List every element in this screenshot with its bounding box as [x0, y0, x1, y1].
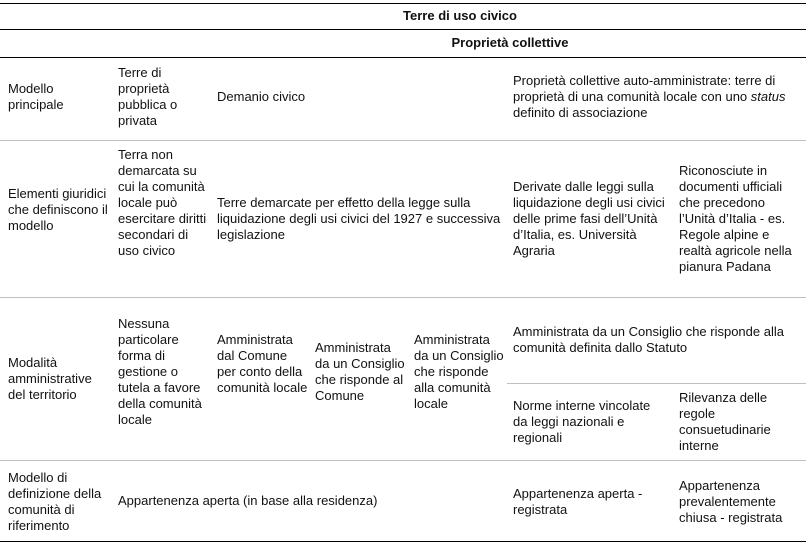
cell-elementi-terre-demarcate: Terre demarcate per effetto della legge sulla liquidazione degli usi civici del 1927 e successiva legislazione: [217, 195, 501, 242]
rule-row-1: [0, 140, 806, 141]
cell-elementi-riconosciute: Riconosciute in documenti ufficiali che precedono l’Unità d’Italia - es. Regole alpine e realtà agricole nella pianura Padana: [679, 163, 792, 274]
rule-header-2: [0, 57, 806, 58]
rule-top: [0, 3, 806, 4]
header-proprieta-collettive: Proprietà collettive: [451, 35, 569, 50]
cell-modalita-regole-consuetudinarie: Rilevanza delle regole consuetudinarie interne: [679, 390, 771, 453]
row-label-modello-definizione: Modello di definizione della comunità di riferimento: [8, 470, 102, 533]
cell-elementi-derivate: Derivate dalle leggi sulla liquidazione degli usi civici delle prime fasi dell’Unità d’Italia, es. Università Agraria: [513, 179, 665, 258]
cell-modalita-statuto: Amministrata da un Consiglio che risponde alla comunità definita dallo Statuto: [513, 324, 784, 355]
cell-definizione-chiusa-registrata: Appartenenza prevalentemente chiusa - registrata: [679, 478, 783, 525]
row-label-modalita-amministrative: Modalità amministrative del territorio: [8, 355, 92, 402]
rule-row-3: [0, 460, 806, 461]
cell-definizione-aperta-registrata: Appartenenza aperta - registrata: [513, 486, 643, 517]
cell-modello-demanio: Demanio civico: [217, 89, 306, 104]
cell-modalita-consiglio-comunita: Amministrata da un Consiglio che risponde alla comunità locale: [414, 332, 504, 411]
rule-bottom: [0, 541, 806, 542]
row-label-modello-principale: Modello principale: [8, 81, 64, 112]
cell-modello-terre: Terre di proprietà pubblica o privata: [118, 65, 178, 128]
cell-modalita-consiglio-comune: Amministrata da un Consiglio che risponde al Comune: [315, 340, 405, 403]
rule-row-2: [0, 297, 806, 298]
rule-header-1: [0, 29, 806, 30]
cell-definizione-aperta-residenza: Appartenenza aperta (in base alla residenza): [118, 493, 378, 508]
cell-modalita-norme-interne: Norme interne vincolate da leggi nazionali e regionali: [513, 398, 651, 445]
header-terre-uso-civico: Terre di uso civico: [403, 8, 517, 23]
rule-row-3-split: [507, 383, 806, 384]
cell-modalita-comune: Amministrata dal Comune per conto della comunità locale: [217, 332, 308, 395]
row-label-elementi-giuridici: Elementi giuridici che definiscono il modello: [8, 186, 108, 233]
cell-modello-proprieta: Proprietà collettive auto-amministrate: terre di proprietà di una comunità locale con uno status definito di associazione: [513, 73, 786, 120]
cell-elementi-terra-non-demarcata: Terra non demarcata su cui la comunità locale può esercitare diritti secondari di uso civico: [118, 147, 207, 258]
cell-modalita-nessuna: Nessuna particolare forma di gestione o tutela a favore della comunità locale: [118, 316, 202, 427]
